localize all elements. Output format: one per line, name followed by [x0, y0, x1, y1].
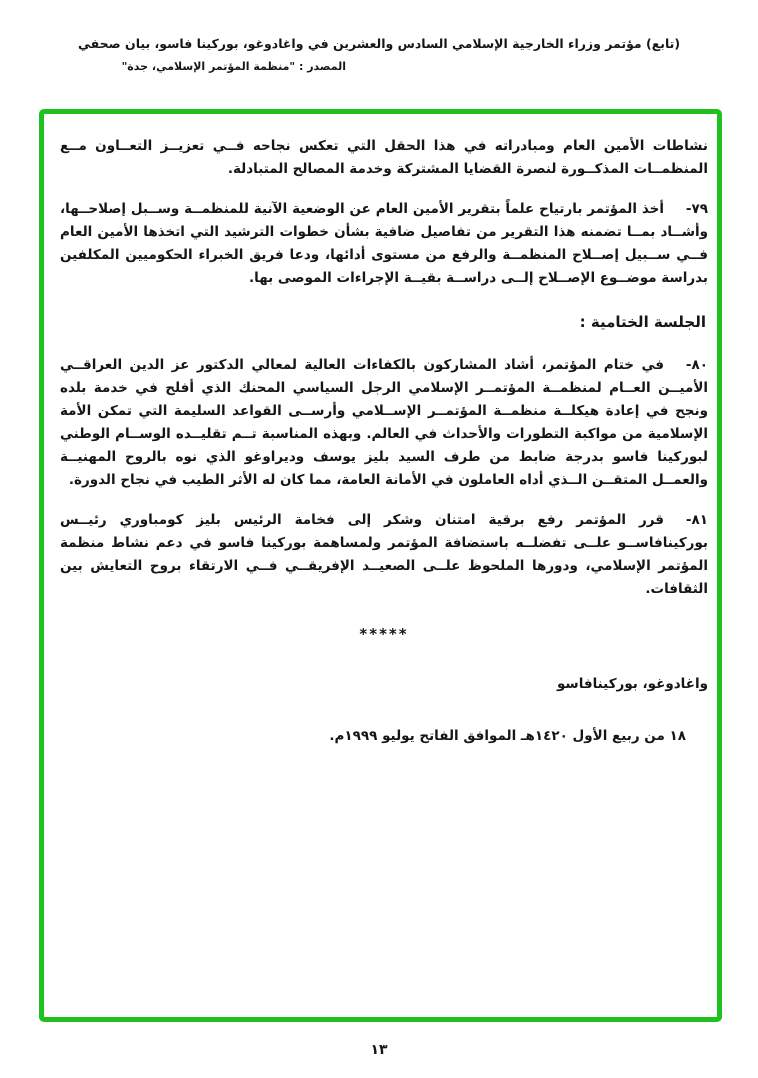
section-heading-closing-session: الجلسة الختامية : — [579, 313, 706, 331]
document-header — [0, 36, 758, 73]
paragraph-text: في ختام المؤتمر، أشاد المشاركون بالكفاءات العالية لمعالي الدكتور عز الدين العراقــي الأميــن العــام لمنظمــة المؤتمــر الإسلامي الرجل السياسي المحنك الذي أفلح في خدمة بلده ونجح في إعادة هيكلــة منظمــة المؤتمــر الإســلامي وأرســى القواعد السليمة التي تمكن الأمة الإسلامية من مواكبة التطورات والأحداث في العالم. وبهذه المناسبة تــم تقليــده الوســام الوطني لبوركينا فاسو بدرجة ضابط من طرف السيد بليز يوسف وديراوغو الذي نوه بالروح المهنيــة والعمــل المتقــن الــذي أداه العاملون في الأمانة العامة، مما كان له الأثر الطيب في نجاح الدورة. — [60, 357, 708, 488]
paragraph-number: ٧٩- — [685, 201, 708, 217]
document-body — [44, 114, 717, 748]
asterisk-separator: ***** — [359, 625, 409, 643]
paragraph-text: أخذ المؤتمر بارتياح علماً بتقرير الأمين العام عن الوضعية الآنية للمنظمــة وســبل إصلاحــها، وأشــاد بمــا تضمنه هذا التقرير من تفاصيل ضافية بشأن خطوات الترشيد التي اتخذها الأمين العام فــي ســبيل إصــلاح المنظمــة والرفع من مستوى أدائها، ودعا فريق الخبراء الحكوميين المكلفين بدراسة موضــوع الإصــلاح إلــى دراســة بقيــة الإجراءات الموصى بها. — [60, 201, 708, 286]
numbered-paragraph-81 — [60, 509, 708, 601]
header-source-line: المصدر : "منظمة المؤتمر الإسلامي، جدة" — [121, 60, 346, 73]
green-content-frame — [39, 109, 722, 1022]
intro-paragraph: نشاطات الأمين العام ومبادراته في هذا الحقل التي تعكس نجاحه فــي تعزيــز التعــاون مــع المنظمــات المذكــورة لنصرة القضايا المشتركة وخدمة المصالح المتبادلة. — [60, 138, 708, 177]
numbered-paragraph-79 — [60, 198, 708, 290]
numbered-paragraph-80 — [60, 354, 708, 492]
date-line: ١٨ من ربيع الأول ١٤٢٠هـ الموافق الفاتح يوليو ١٩٩٩م. — [329, 728, 686, 744]
paragraph-number: ٨٠- — [685, 357, 708, 373]
paragraph-number: ٨١- — [685, 512, 708, 528]
page-number: ١٣ — [370, 1042, 388, 1058]
location-line: واغادوغو، بوركينافاسو — [556, 676, 708, 692]
paragraph-text: قرر المؤتمر رفع برقية امتنان وشكر إلى فخامة الرئيس بليز كومباوري رئيــس بوركينافاســو علــى تفضلــه باستضافة المؤتمر ولمساهمة بوركينا فاسو في دعم نشاط منظمة المؤتمر الإسلامي، ودورها الملحوظ علــى الصعيــد الإفريقــي فــي الارتقاء بروح التعايش بين الثقافات. — [60, 512, 708, 597]
header-title-line: (تابع) مؤتمر وزراء الخارجية الإسلامي السادس والعشرين في واغادوغو، بوركينا فاسو، بيان صحفي — [77, 36, 681, 51]
